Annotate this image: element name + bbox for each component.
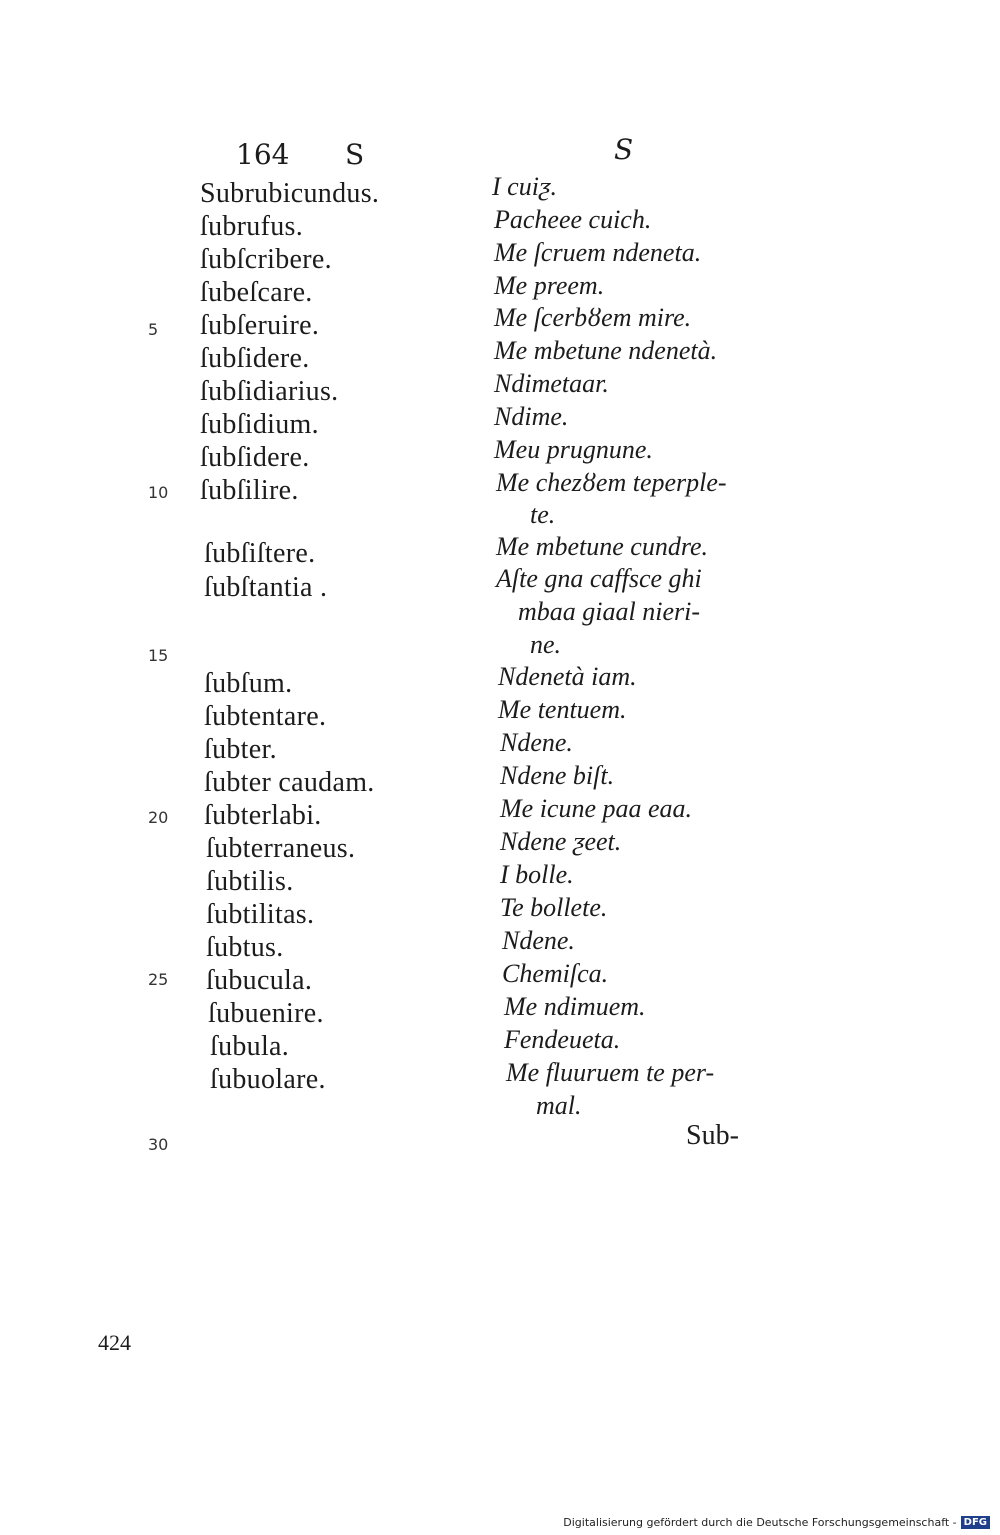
albanian-translation: I cuiƺ. xyxy=(492,172,557,201)
albanian-translation: Me preem. xyxy=(494,271,605,300)
albanian-translation: Ndimetaar. xyxy=(494,369,609,398)
latin-headword: ſubſtantia . xyxy=(204,572,328,603)
albanian-translation: Te bollete. xyxy=(500,893,608,922)
albanian-translation: Ndene biſt. xyxy=(500,761,615,790)
latin-headword: ſubſcribere. xyxy=(200,244,332,275)
latin-headword: ſubuenire. xyxy=(208,998,324,1029)
latin-headword: ſubtilis. xyxy=(206,866,294,897)
latin-headword: ſubtus. xyxy=(206,932,284,963)
latin-headword: ſubſeruire. xyxy=(200,310,320,341)
latin-headword: ſubeſcare. xyxy=(200,277,313,308)
albanian-translation-continued: mal. xyxy=(536,1091,582,1120)
albanian-translation: Meu prugnune. xyxy=(494,435,653,464)
footer-credit-text: Digitalisierung gefördert durch die Deutsche Forschungsgemeinschaft - xyxy=(563,1516,957,1529)
latin-headword: ſubuolare. xyxy=(210,1064,326,1095)
albanian-translation: Aſte gna caffsce ghi xyxy=(496,564,702,593)
albanian-translation: Me fluuruem te per- xyxy=(506,1058,715,1087)
albanian-translation-continued: te. xyxy=(530,500,556,529)
albanian-translation: Fendeueta. xyxy=(504,1025,621,1054)
albanian-translation: Chemiſca. xyxy=(502,959,609,988)
dfg-logo-icon: DFG xyxy=(961,1516,990,1529)
page-header-left-letter: S xyxy=(345,138,365,171)
line-number: 30 xyxy=(148,1135,169,1154)
albanian-translation: Ndime. xyxy=(494,402,569,431)
latin-headword: ſubſidiarius. xyxy=(200,376,339,407)
albanian-translation: Pacheee cuich. xyxy=(494,205,652,234)
latin-headword: ſubterlabi. xyxy=(204,800,322,831)
albanian-translation: Me ndimuem. xyxy=(504,992,646,1021)
line-number: 5 xyxy=(148,320,159,339)
albanian-translation: Ndene. xyxy=(500,728,573,757)
latin-headword: ſubucula. xyxy=(206,965,313,996)
albanian-translation-continued: mbaa giaal nieri- xyxy=(518,597,700,626)
latin-headword: ſubrufus. xyxy=(200,211,304,242)
latin-headword: ſubterraneus. xyxy=(206,833,356,864)
latin-headword: ſubtentare. xyxy=(204,701,327,732)
albanian-translation: Me tentuem. xyxy=(498,695,627,724)
albanian-translation: Me chezȣem teperple- xyxy=(496,468,727,497)
latin-headword: ſubſiſtere. xyxy=(204,538,316,569)
albanian-translation: Ndene. xyxy=(502,926,575,955)
albanian-translation: Me mbetune cundre. xyxy=(496,532,709,561)
latin-headword: ſubſidere. xyxy=(200,442,310,473)
albanian-translation-continued: ne. xyxy=(530,630,562,659)
latin-headword: ſubter. xyxy=(204,734,277,765)
scan-page-number: 424 xyxy=(98,1330,131,1355)
line-number: 15 xyxy=(148,646,169,665)
albanian-translation: Me mbetune ndenetà. xyxy=(494,336,718,365)
page-header-number: 164 xyxy=(236,138,290,171)
latin-headword: Subrubicundus. xyxy=(200,178,380,209)
digitization-footer xyxy=(563,1516,990,1529)
albanian-translation: I bolle. xyxy=(500,860,574,889)
latin-headword: ſubſilire. xyxy=(200,475,299,506)
line-number: 10 xyxy=(148,483,169,502)
latin-headword: ſubſidium. xyxy=(200,409,319,440)
page-header-right-letter: S xyxy=(614,133,634,166)
line-number: 25 xyxy=(148,970,169,989)
albanian-translation: Me ſcerbȣem mire. xyxy=(494,303,692,332)
albanian-translation: Ndene ƺeet. xyxy=(500,827,622,856)
latin-headword: ſubter caudam. xyxy=(204,767,375,798)
albanian-translation: Me icune paa eaa. xyxy=(500,794,693,823)
latin-headword: ſubula. xyxy=(210,1031,290,1062)
latin-headword: ſubtilitas. xyxy=(206,899,315,930)
latin-headword: ſubſum. xyxy=(204,668,293,699)
line-number: 20 xyxy=(148,808,169,827)
albanian-translation: Me ſcruem ndeneta. xyxy=(494,238,702,267)
catchword: Sub- xyxy=(686,1120,739,1151)
latin-headword: ſubſidere. xyxy=(200,343,310,374)
albanian-translation: Ndenetà iam. xyxy=(498,662,637,691)
